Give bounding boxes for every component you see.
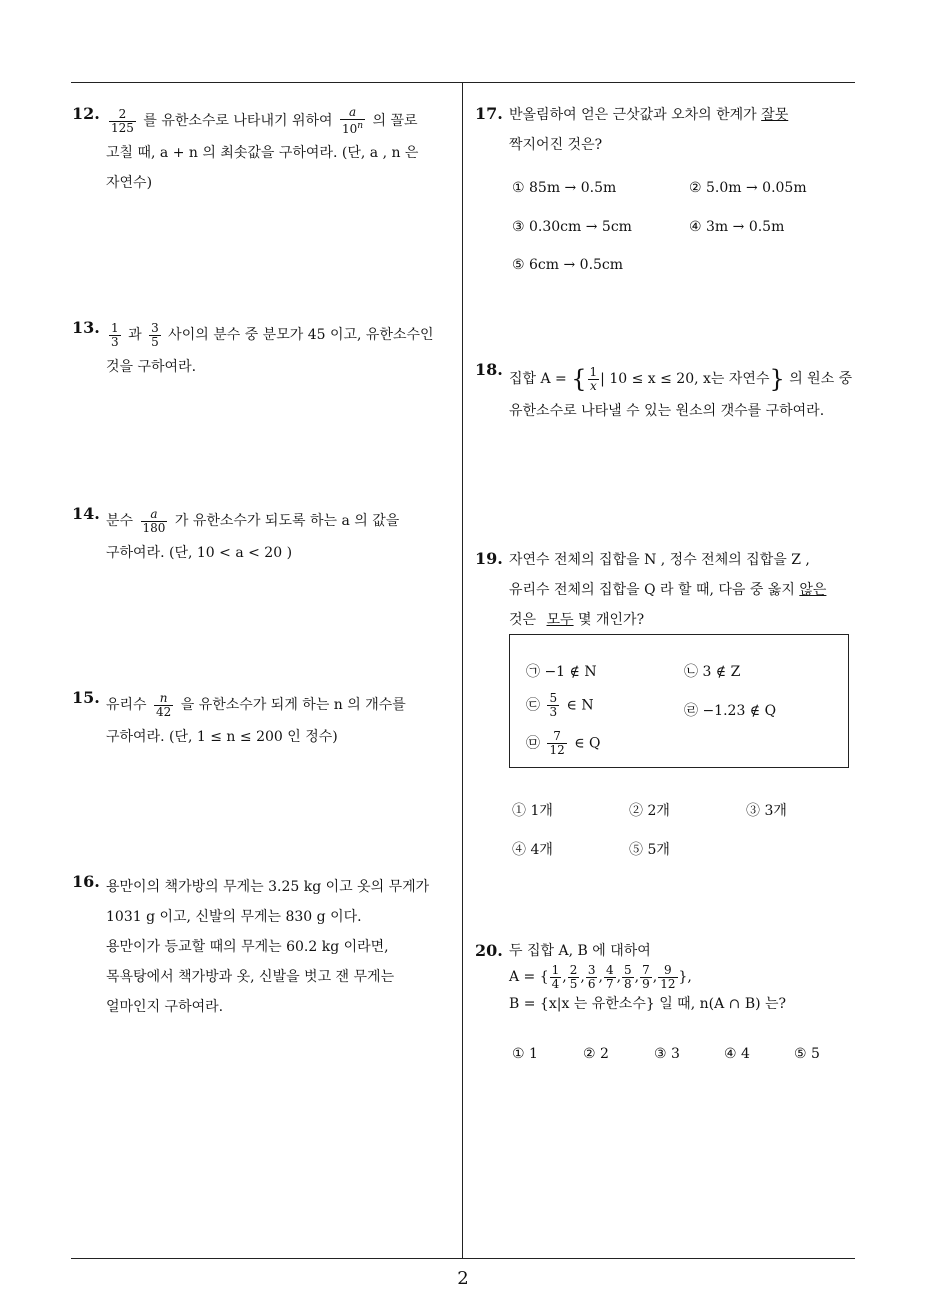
- problem-number: 13.: [72, 318, 100, 337]
- option-5: ⑤ 6cm → 0.5cm: [512, 257, 624, 273]
- problem-number: 19.: [475, 549, 503, 568]
- bottom-rule: [71, 1258, 855, 1259]
- problem-text: 유리수: [106, 697, 147, 713]
- problem-text: 용만이의 책가방의 무게는 3.25 kg 이고 옷의 무게가: [106, 879, 430, 895]
- problem-text: 목욕탕에서 책가방과 옷, 신발을 벗고 잰 무게는: [106, 969, 395, 985]
- problem-text: 을 유한소수가 되게 하는 n 의 개수를: [180, 697, 406, 713]
- problem-text: 분수: [106, 513, 134, 529]
- option-1: ① 1: [512, 1046, 538, 1062]
- statement-e: ㉤ $\frac{7}{12}$ ∈ Q: [526, 729, 601, 757]
- option-1: ① 1개: [512, 803, 553, 819]
- problem-text: 사이의 분수 중 분모가 45 이고, 유한소수인: [168, 327, 434, 343]
- fraction: $\frac{1}{x}$: [589, 364, 598, 393]
- option-2: ② 2: [583, 1046, 609, 1062]
- option-2: ② 5.0m → 0.05m: [689, 180, 807, 196]
- fraction: $\frac{n}{42}$: [156, 690, 172, 719]
- problem-number: 16.: [72, 872, 100, 891]
- problem-text: 가 유한소수가 되도록 하는 a 의 값을: [174, 513, 400, 529]
- problem-number: 17.: [475, 104, 503, 123]
- problem-text: 유리수 전체의 집합을 Q 라 할 때, 다음 중 옳지: [509, 582, 795, 598]
- problem-text: 것은: [509, 612, 537, 628]
- problem-number: 14.: [72, 504, 100, 523]
- problem-number: 18.: [475, 360, 503, 379]
- page-number: 2: [457, 1268, 469, 1289]
- problem-text: 반올림하여 얻은 근삿값과 오차의 한계가: [509, 107, 757, 123]
- problem-text: | 10 ≤ x ≤ 20, x는 자연수: [600, 371, 770, 387]
- problem-text: 두 집합 A, B 에 대하여: [509, 943, 651, 959]
- statement-d: ㉣ −1.23 ∉ Q: [684, 703, 777, 719]
- problem-text: 몇 개인가?: [578, 612, 645, 628]
- problem-number: 15.: [72, 688, 100, 707]
- statement-a: ㉠ −1 ∉ N: [526, 664, 597, 680]
- problem-text: 구하여라. (단, 1 ≤ n ≤ 200 인 정수): [106, 729, 338, 745]
- fraction: $\frac{3}{5}$: [151, 320, 159, 349]
- option-3: ③ 0.30cm → 5cm: [512, 219, 632, 235]
- problem-text: 용만이가 등교할 때의 무게는 60.2 kg 이라면,: [106, 939, 389, 955]
- column-divider: [462, 83, 463, 1258]
- fraction: $\frac{a}{180}$: [142, 506, 166, 535]
- problem-text: 구하여라. (단, 10 < a < 20 ): [106, 545, 293, 561]
- option-3: ③ 3: [654, 1046, 680, 1062]
- option-5: ⑤ 5개: [629, 842, 670, 858]
- close-brace: }: [769, 365, 785, 393]
- option-4: ④ 3m → 0.5m: [689, 219, 785, 235]
- problem-text: 의 꼴로: [372, 113, 418, 129]
- underlined-word: 모두: [546, 612, 574, 628]
- option-2: ② 2개: [629, 803, 670, 819]
- problem-text: 의 원소 중: [789, 371, 853, 387]
- problem-text: 짝지어진 것은?: [509, 137, 603, 153]
- set-a: A = { $\frac{1}{4}$ , $\frac{2}{5}$ , $\frac{3}{6}$ , $\frac{4}{7}$ , $\frac{5}{8}$ , $\frac{7}{9}$ , $\frac{9}{12}$ },: [509, 962, 692, 991]
- underlined-word: 않은: [799, 582, 827, 598]
- problem-text: 것을 구하여라.: [106, 359, 197, 375]
- problem-number: 12.: [72, 104, 100, 123]
- option-4: ④ 4개: [512, 842, 553, 858]
- problem-text: 를 유한소수로 나타내기 위하여: [143, 113, 333, 129]
- problem-text: 자연수 전체의 집합을 N , 정수 전체의 집합을 Z ,: [509, 552, 810, 568]
- problem-text: 고칠 때, a + n 의 최솟값을 구하여라. (단, a , n 은: [106, 145, 419, 161]
- problem-text: 과: [128, 327, 142, 343]
- option-5: ⑤ 5: [794, 1046, 820, 1062]
- problem-text: 얼마인지 구하여라.: [106, 999, 224, 1015]
- top-rule: [71, 82, 855, 83]
- option-4: ④ 4: [724, 1046, 750, 1062]
- problem-number: 20.: [475, 941, 503, 960]
- option-1: ① 85m → 0.5m: [512, 180, 617, 196]
- statement-b: ㉡ 3 ∉ Z: [684, 664, 741, 680]
- option-3: ③ 3개: [746, 803, 787, 819]
- fraction: $\frac{1}{3}$: [111, 320, 119, 349]
- open-brace: {: [571, 365, 587, 393]
- statement-c: ㉢ $\frac{5}{3}$ ∈ N: [526, 691, 594, 719]
- problem-text: 1031 g 이고, 신발의 무게는 830 g 이다.: [106, 909, 362, 925]
- problem-text: 유한소수로 나타낼 수 있는 원소의 갯수를 구하여라.: [509, 403, 825, 419]
- problem-text: 집합 A =: [509, 371, 567, 387]
- problem-text: 자연수): [106, 175, 153, 191]
- underlined-word: 잘못: [761, 107, 789, 123]
- problem-text: B = {x|x 는 유한소수} 일 때, n(A ∩ B) 는?: [509, 996, 787, 1012]
- fraction: $\frac{a}{10^n}$: [341, 105, 364, 136]
- fraction: $\frac{2}{125}$: [111, 106, 134, 135]
